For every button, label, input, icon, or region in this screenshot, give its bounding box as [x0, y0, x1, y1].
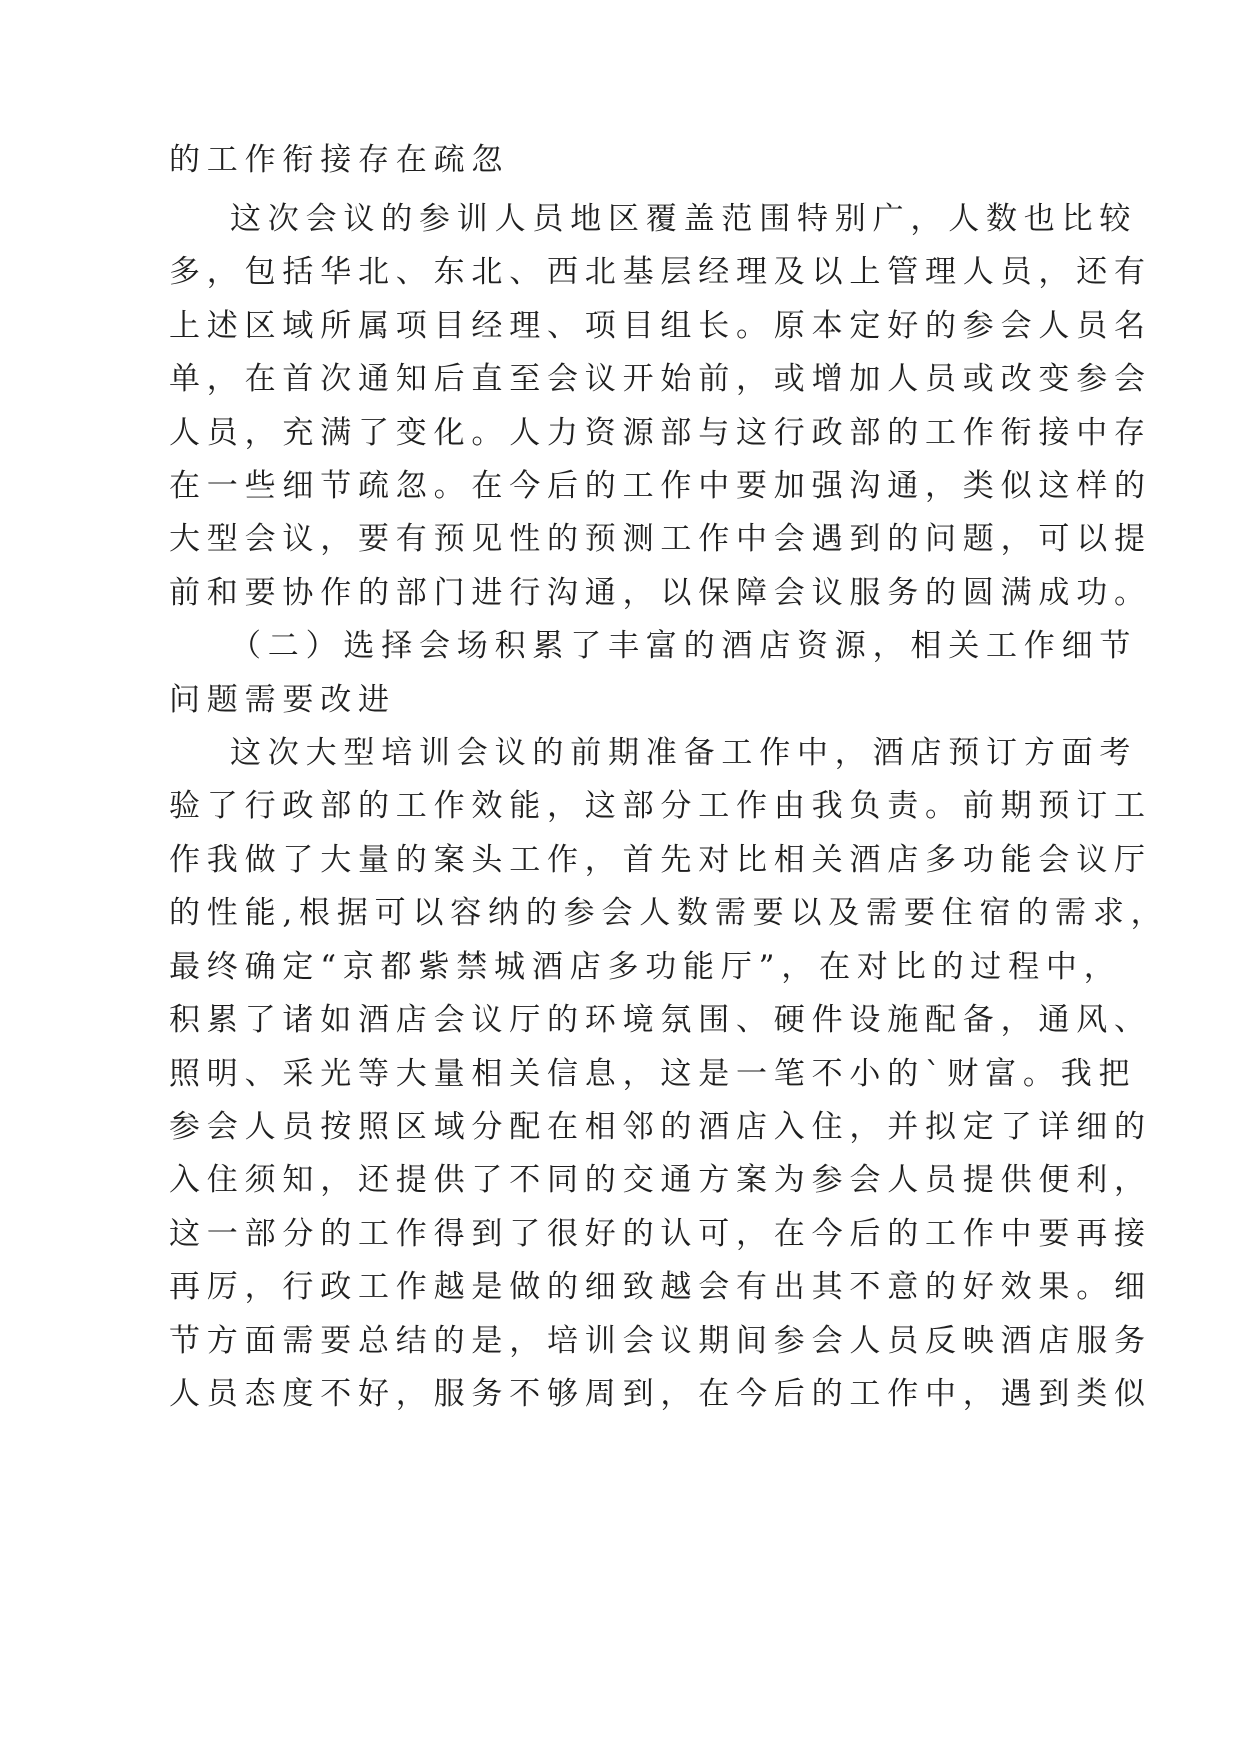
text-line: 这次大型培训会议的前期准备工作中，酒店预订方面考 [230, 735, 1138, 771]
text-line: 大型会议，要有预见性的预测工作中会遇到的问题，可以提 [169, 521, 1152, 557]
text-line: 人员，充满了变化。人力资源部与这行政部的工作衔接中存 [169, 415, 1152, 451]
text-line: 这一部分的工作得到了很好的认可，在今后的工作中要再接 [169, 1216, 1152, 1252]
text-line: 人员态度不好，服务不够周到，在今后的工作中，遇到类似 [169, 1376, 1152, 1412]
text-line: 积累了诸如酒店会议厅的环境氛围、硬件设施配备，通风、 [169, 1002, 1152, 1038]
text-line: 照明、采光等大量相关信息，这是一笔不小的`财富。我把 [169, 1056, 1137, 1092]
text-line: 入住须知，还提供了不同的交通方案为参会人员提供便利， [169, 1162, 1152, 1198]
text-line: 的工作衔接存在疏忽 [169, 142, 510, 178]
text-line: 单，在首次通知后直至会议开始前，或增加人员或改变参会 [169, 361, 1152, 397]
text-line: 多，包括华北、东北、西北基层经理及以上管理人员，还有 [169, 254, 1152, 290]
text-line: 节方面需要总结的是，培训会议期间参会人员反映酒店服务 [169, 1323, 1152, 1359]
text-line: 最终确定“京都紫禁城酒店多功能厅”，在对比的过程中， [169, 949, 1122, 985]
text-line: 在一些细节疏忽。在今后的工作中要加强沟通，类似这样的 [169, 468, 1152, 504]
text-line: 的性能,根据可以容纳的参会人数需要以及需要住宿的需求， [169, 895, 1169, 931]
text-line: 前和要协作的部门进行沟通，以保障会议服务的圆满成功。 [169, 575, 1152, 611]
section-heading: 问题需要改进 [169, 682, 396, 718]
section-heading: （二）选择会场积累了丰富的酒店资源，相关工作细节 [230, 628, 1138, 664]
text-line: 上述区域所属项目经理、项目组长。原本定好的参会人员名 [169, 308, 1152, 344]
text-line: 参会人员按照区域分配在相邻的酒店入住，并拟定了详细的 [169, 1109, 1152, 1145]
text-line: 验了行政部的工作效能，这部分工作由我负责。前期预订工 [169, 788, 1152, 824]
text-line: 作我做了大量的案头工作，首先对比相关酒店多功能会议厅 [169, 842, 1152, 878]
text-line: 再厉，行政工作越是做的细致越会有出其不意的好效果。细 [169, 1269, 1152, 1305]
text-line: 这次会议的参训人员地区覆盖范围特别广，人数也比较 [230, 201, 1138, 237]
